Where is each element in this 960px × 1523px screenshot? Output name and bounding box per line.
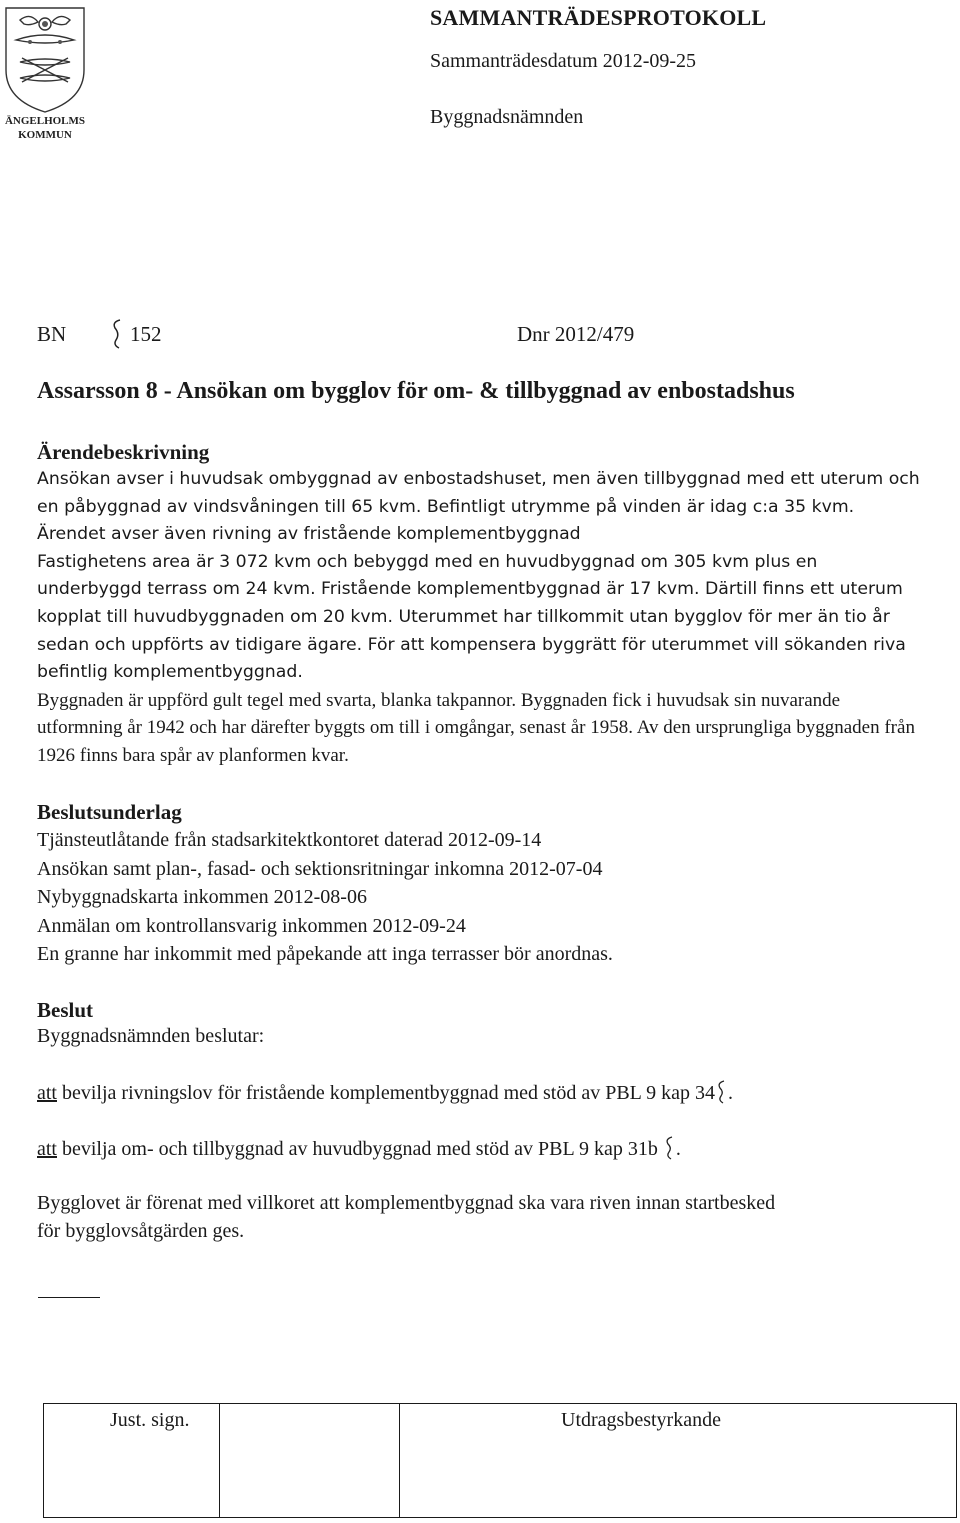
case-title: Assarsson 8 - Ansökan om bygglov för om- & tillbyggnad av enbostadshus — [37, 378, 795, 404]
signature-divider — [219, 1403, 220, 1518]
beslut-item-1: att bevilja rivningslov för fristående komplementbyggnad med stöd av PBL 9 kap 34 . — [37, 1082, 734, 1104]
arende-paragraph-1: Ansökan avser i huvudsak ombyggnad av enbostadshuset, men även tillbyggnad med ett uterum och en påbyggnad av vindsvåningen till 65 kvm. Befintligt utrymme på vinden är idag c:a 35 kvm. Ärendet avser även rivning av fristående komplementbyggnad — [37, 469, 920, 545]
list-item: Ansökan samt plan-, fasad- och sektionsritningar inkomna 2012-07-04 — [37, 857, 603, 880]
heading-arendebeskrivning: Ärendebeskrivning — [37, 440, 210, 464]
case-prefix: BN — [37, 322, 67, 346]
list-item: Tjänsteutlåtande från stadsarkitektkontoret daterad 2012-09-14 — [37, 829, 542, 851]
angelholms-kommun-logo — [0, 0, 90, 148]
section-sign-icon — [110, 318, 124, 350]
beslut-intro: Byggnadsnämnden beslutar: — [37, 1025, 265, 1047]
heading-beslut: Beslut — [37, 998, 94, 1022]
section-sign-icon — [716, 1080, 727, 1104]
beslut-item-2-text: bevilja om- och tillbyggnad av huvudbyggnad med stöd av PBL 9 kap 31b — [57, 1138, 663, 1160]
arende-paragraph-2-tail: För att kompensera byggrätt för uterummet vill sökanden riva befintlig komplementbyggnad. — [37, 634, 906, 683]
logo-text-line2: KOMMUN — [18, 129, 72, 141]
arendebeskrivning-text — [37, 466, 925, 770]
signature-divider — [399, 1403, 400, 1518]
diary-number: Dnr 2012/479 — [517, 322, 635, 346]
arende-paragraph-3 — [37, 687, 925, 770]
document-title: SAMMANTRÄDESPROTOKOLL — [430, 5, 767, 30]
logo-text-line1: ÄNGELHOLMS — [4, 115, 86, 127]
list-item: Nybyggnadskarta inkommen 2012-08-06 — [37, 886, 367, 908]
list-item: En granne har inkommit med påpekande att inga terrasser bör anordnas. — [37, 943, 613, 965]
case-number: 152 — [130, 322, 162, 346]
beslut-condition-line2: för bygglovsåtgärden ges. — [37, 1220, 245, 1242]
section-sign-icon — [664, 1136, 675, 1160]
organization-name: Byggnadsnämnden — [430, 106, 584, 128]
att-word: att — [37, 1082, 57, 1104]
arende-paragraph-2 — [37, 549, 925, 687]
arende-paragraph-2-main: Fastighetens area är 3 072 kvm och bebyggd med en huvudbyggnad om 305 kvm plus en underbyggd terrass om 24 kvm. Fristående komplementbyggnad är 17 kvm. Därtill finns ett uterum kopplat till huvudbyggnaden om 20 kvm. Uterummet har tillkommit utan bygglov för mer än tio år sedan och uppförts av tidigare ägare. — [37, 551, 903, 655]
beslut-condition-line1: Bygglovet är förenat med villkoret att komplementbyggnad ska vara riven innan startbesked — [37, 1192, 776, 1214]
just-sign-label: Just. sign. — [110, 1409, 190, 1431]
arende-paragraph-3-rest: Byggnaden fick i huvudsak sin nuvarande utformning år 1942 och har därefter byggts om till i omgångar, senast år 1958. Av den ursprungliga byggnaden från 1926 finns bara spår av planformen kvar. — [37, 689, 915, 766]
utdragsbestyrkande-label: Utdragsbestyrkande — [561, 1409, 721, 1431]
att-word: att — [37, 1138, 57, 1160]
beslutsunderlag-list — [37, 826, 613, 969]
meeting-date: Sammanträdesdatum 2012-09-25 — [430, 50, 697, 72]
list-item: Anmälan om kontrollansvarig inkommen 2012-09-24 — [37, 914, 466, 937]
end-of-section-divider — [38, 1297, 100, 1298]
beslut-item-2: att bevilja om- och tillbyggnad av huvudbyggnad med stöd av PBL 9 kap 31b . — [37, 1138, 681, 1160]
beslut-item-1-text: bevilja rivningslov för fristående komplementbyggnad med stöd av PBL 9 kap 34 — [57, 1082, 716, 1104]
arende-paragraph-3-start: Byggnaden är uppförd gult tegel med svarta, blanka takpannor. — [37, 689, 517, 711]
heading-beslutsunderlag: Beslutsunderlag — [37, 800, 182, 824]
